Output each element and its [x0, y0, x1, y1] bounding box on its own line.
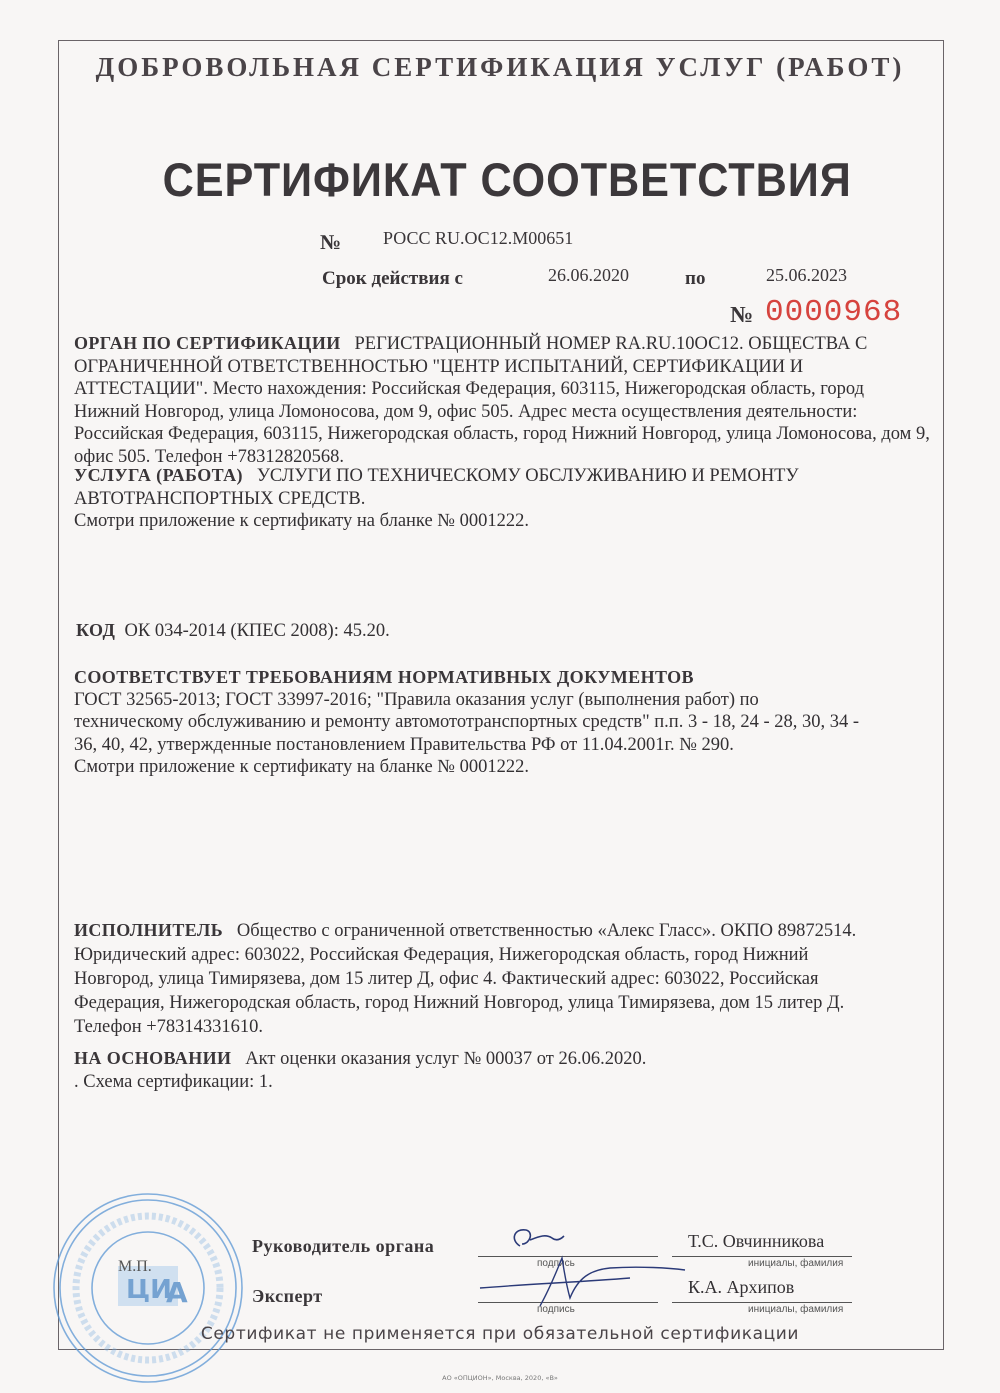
certification-body-heading: ОРГАН ПО СЕРТИФИКАЦИИ — [74, 333, 341, 353]
code-value: ОК 034-2014 (КПЕС 2008): 45.20. — [124, 621, 390, 641]
head-name: Т.С. Овчинникова — [688, 1231, 825, 1251]
requirements-line: ГОСТ 32565-2013; ГОСТ 33997-2016; "Правила оказания услуг (выполнения работ) по — [74, 689, 759, 710]
expert-signature-caption: подпись — [537, 1304, 575, 1315]
expert-name-caption: инициалы, фамилия — [748, 1304, 844, 1315]
head-of-body-label: Руководитель органа — [252, 1236, 435, 1256]
head-name-caption: инициалы, фамилия — [748, 1258, 844, 1269]
validity-label: Срок действия с — [322, 268, 463, 289]
valid-to: 25.06.2023 — [766, 265, 847, 285]
certification-body-line: ОГРАНИЧЕННОЙ ОТВЕТСТВЕННОСТЬЮ "ЦЕНТР ИСПЫТАНИЙ, СЕРТИФИКАЦИИ И — [74, 356, 804, 377]
executor-line: Новгород, улица Тимирязева, дом 15 литер Д, офис 4. Фактический адрес: 603022, Российская — [74, 969, 819, 989]
basis-heading: НА ОСНОВАНИИ — [74, 1048, 232, 1068]
expert-label: Эксперт — [252, 1286, 323, 1306]
certification-body-line: Нижний Новгород, улица Ломоносова, дом 9, офис 505. Адрес места осуществления деятельности: — [74, 401, 858, 422]
executor-line: Телефон +78314331610. — [74, 1017, 264, 1037]
requirements-line: техническому обслуживанию и ремонту автомототранспортных средств" п.п. 3 - 18, 24 - 28, 30, 34 - — [74, 712, 860, 732]
printer-imprint: АО «ОПЦИОН», Москва, 2020, «В» — [442, 1374, 558, 1382]
certification-body-line: офис 505. Телефон +78312820568. — [74, 446, 345, 467]
valid-to-label: по — [685, 268, 706, 289]
service-heading: УСЛУГА (РАБОТА) — [74, 465, 243, 485]
head-name-line — [672, 1256, 852, 1257]
certificate-title: СЕРТИФИКАТ СООТВЕТСТВИЯ — [162, 153, 852, 206]
basis-line: Акт оценки оказания услуг № 00037 от 26.06.2020. — [245, 1049, 647, 1069]
service-line: УСЛУГИ ПО ТЕХНИЧЕСКОМУ ОБСЛУЖИВАНИЮ И РЕМОНТУ — [256, 466, 799, 486]
certification-body-line: АТТЕСТАЦИИ". Место нахождения: Российская Федерация, 603115, Нижегородская область, город — [74, 379, 865, 399]
executor-line: Федерация, Нижегородская область, город Нижний Новгород, улица Тимирязева, дом 15 литер Д. — [74, 993, 845, 1013]
certification-body-section — [74, 332, 930, 468]
code-heading: КОД — [76, 620, 116, 640]
service-appendix-reference: Смотри приложение к сертификату на бланке № 0001222. — [74, 511, 529, 531]
code-section — [76, 619, 390, 643]
requirements-line: 36, 40, 42, утвержденные постановлением Правительства РФ от 11.04.2001г. № 290. — [74, 734, 734, 755]
executor-line: Юридический адрес: 603022, Российская Федерация, Нижегородская область, город Нижний — [74, 945, 809, 965]
registration-number: РОСС RU.ОС12.М00651 — [383, 228, 574, 248]
executor-section — [74, 918, 856, 1039]
footer-note: Сертификат не применяется при обязательной сертификации — [200, 1324, 800, 1344]
executor-heading: ИСПОЛНИТЕЛЬ — [74, 920, 224, 940]
basis-section — [74, 1047, 646, 1093]
registration-number-label: № — [320, 230, 342, 254]
requirements-appendix-reference: Смотри приложение к сертификату на бланке № 0001222. — [74, 757, 529, 777]
organ-stamp — [48, 1188, 248, 1388]
expert-name: К.А. Архипов — [688, 1277, 795, 1297]
stamp-place-label: М.П. — [118, 1258, 152, 1275]
executor-line: Общество с ограниченной ответственностью «Алекс Гласс». ОКПО 89872514. — [236, 921, 857, 941]
serial-number-label: № — [730, 302, 754, 327]
valid-from: 26.06.2020 — [548, 265, 629, 285]
service-line: АВТОТРАНСПОРТНЫХ СРЕДСТВ. — [74, 488, 366, 509]
voluntary-certification-title: ДОБРОВОЛЬНАЯ СЕРТИФИКАЦИЯ УСЛУГ (РАБОТ) — [95, 52, 905, 82]
expert-handwritten-signature — [470, 1248, 690, 1312]
expert-name-line — [672, 1302, 852, 1303]
head-signature-caption: подпись — [537, 1258, 575, 1269]
svg-text:А: А — [166, 1276, 188, 1309]
serial-number: 0000968 — [765, 295, 903, 330]
svg-text:ЦИ: ЦИ — [126, 1275, 172, 1305]
requirements-section — [74, 666, 859, 779]
certification-body-line: РЕГИСТРАЦИОННЫЙ НОМЕР RA.RU.10ОС12. ОБЩЕСТВА С — [354, 334, 868, 354]
certification-body-line: Российская Федерация, 603115, Нижегородская область, город Нижний Новгород, улица Ломоносова, дом 9, — [74, 424, 930, 444]
basis-line: . Схема сертификации: 1. — [74, 1071, 273, 1092]
service-section — [74, 464, 799, 533]
requirements-heading: СООТВЕТСТВУЕТ ТРЕБОВАНИЯМ НОРМАТИВНЫХ ДОКУМЕНТОВ — [74, 667, 694, 687]
